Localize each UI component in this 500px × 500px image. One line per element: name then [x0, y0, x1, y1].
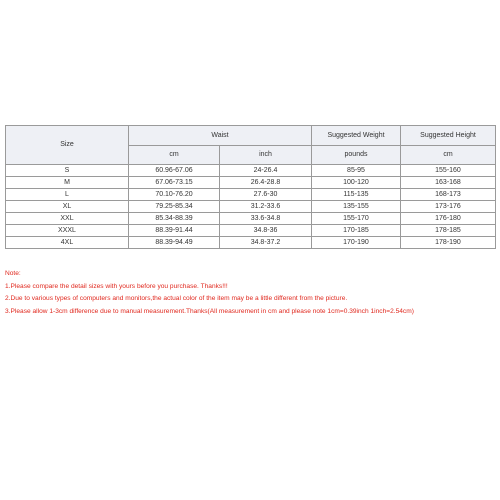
waist-header: Waist [129, 126, 312, 146]
height-cell: 176-180 [401, 213, 496, 225]
height-unit-subheader: cm [401, 146, 496, 165]
weight-cell: 155-170 [312, 213, 401, 225]
size-cell: S [6, 165, 129, 177]
waist-cm-cell: 70.10-76.20 [129, 189, 220, 201]
table-row [6, 237, 496, 249]
waist-inch-cell: 27.6-30 [220, 189, 312, 201]
weight-cell: 100-120 [312, 177, 401, 189]
note-line: 3.Please allow 1-3cm difference due to manual measurement.Thanks(All measurement in cm and please note 1cm=0.39inch 1inch=2.54cm) [5, 307, 414, 315]
table-row [6, 165, 496, 177]
weight-cell: 135-155 [312, 201, 401, 213]
table-row [6, 189, 496, 201]
size-cell: L [6, 189, 129, 201]
height-cell: 168-173 [401, 189, 496, 201]
size-cell: XXL [6, 213, 129, 225]
size-cell: XL [6, 201, 129, 213]
waist-cm-cell: 67.06-73.15 [129, 177, 220, 189]
size-cell: 4XL [6, 237, 129, 249]
height-cell: 178-185 [401, 225, 496, 237]
notes-section [5, 268, 495, 318]
note-line: 2.Due to various types of computers and monitors,the actual color of the item may be a little different from the picture. [5, 295, 348, 302]
weight-cell: 170-185 [312, 225, 401, 237]
waist-inch-cell: 33.6-34.8 [220, 213, 312, 225]
waist-inch-cell: 34.8-37.2 [220, 237, 312, 249]
size-cell: XXXL [6, 225, 129, 237]
size-cell: M [6, 177, 129, 189]
table-row [6, 177, 496, 189]
note-line: 1.Please compare the detail sizes with yours before you purchase. Thanks!!! [5, 282, 228, 290]
waist-inch-cell: 24-26.4 [220, 165, 312, 177]
suggested-weight-header: Suggested Weight [312, 126, 401, 146]
waist-cm-cell: 79.25-85.34 [129, 201, 220, 213]
height-cell: 155-160 [401, 165, 496, 177]
header-row [6, 126, 496, 146]
waist-cm-cell: 85.34-88.39 [129, 213, 220, 225]
weight-cell: 170-190 [312, 237, 401, 249]
waist-cm-cell: 60.96-67.06 [129, 165, 220, 177]
waist-cm-cell: 88.39-94.49 [129, 237, 220, 249]
waist-inch-cell: 34.8-36 [220, 225, 312, 237]
table-row [6, 213, 496, 225]
weight-cell: 115-135 [312, 189, 401, 201]
waist-cm-subheader: cm [129, 146, 220, 165]
size-chart-table [5, 125, 496, 249]
table-row [6, 225, 496, 237]
weight-cell: 85-95 [312, 165, 401, 177]
waist-inch-subheader: inch [220, 146, 312, 165]
suggested-height-header: Suggested Height [401, 126, 496, 146]
weight-unit-subheader: pounds [312, 146, 401, 165]
waist-inch-cell: 26.4-28.8 [220, 177, 312, 189]
waist-inch-cell: 31.2-33.6 [220, 201, 312, 213]
notes-title: Note: [5, 270, 21, 277]
height-cell: 178-190 [401, 237, 496, 249]
table-row [6, 201, 496, 213]
size-header: Size [6, 126, 129, 165]
waist-cm-cell: 88.39-91.44 [129, 225, 220, 237]
height-cell: 163-168 [401, 177, 496, 189]
height-cell: 173-176 [401, 201, 496, 213]
